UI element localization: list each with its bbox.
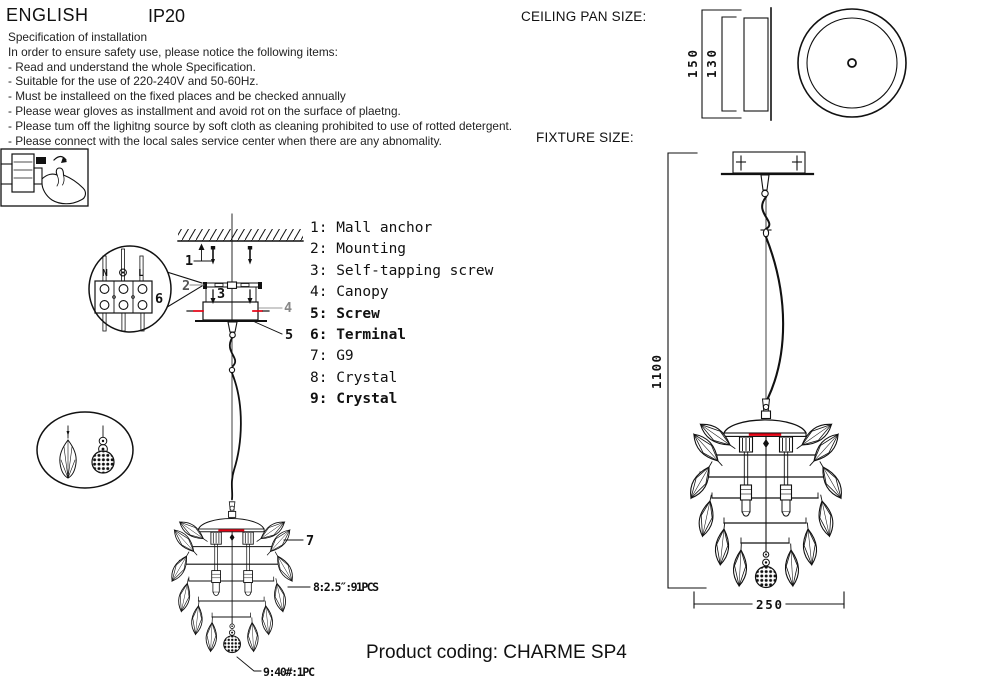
- ceiling-pan-size-label: CEILING PAN SIZE:: [521, 9, 647, 24]
- fixture-size-label: FIXTURE SIZE:: [536, 130, 634, 145]
- press-arrow-icon: [54, 157, 67, 164]
- crystal-callout-leaders: [237, 540, 310, 671]
- pendant-lamp-drawing-right: [685, 399, 846, 588]
- parts-list-item: 9: Crystal: [310, 391, 398, 408]
- terminal-label-l: L: [138, 268, 144, 279]
- parts-list-item: 7: G9: [310, 348, 354, 365]
- installation-diagram: [178, 214, 303, 500]
- pointing-hand-icon: [42, 168, 85, 204]
- terminal-press-illustration: [1, 149, 88, 206]
- callout-7: 7: [306, 533, 315, 549]
- parts-list-item: 1: Mall anchor: [310, 220, 433, 236]
- teardrop-crystal-icon: [60, 426, 76, 478]
- callout-5: 5: [285, 327, 294, 343]
- spec-item: - Must be installeed on the fixed places and be checked annually: [8, 89, 346, 104]
- parts-list-item: 3: Self-tapping screw: [310, 262, 494, 279]
- spec-title: Specification of installation: [8, 30, 148, 44]
- fixture-suspension-cable: [761, 197, 783, 400]
- pan-inner-dimension: 130: [704, 50, 719, 78]
- parts-list-item: 8: Crystal: [310, 369, 398, 386]
- callout-1: 1: [185, 253, 194, 269]
- terminal-label-n: N: [102, 268, 108, 279]
- crystal-detail-ellipse: [37, 412, 133, 488]
- pan-height-dimension: 150: [685, 50, 700, 78]
- wall-anchor-icons: [211, 246, 252, 265]
- parts-list-item: 2: Mounting: [310, 241, 407, 258]
- product-coding: Product coding: CHARME SP4: [366, 642, 627, 663]
- fixture-width-dimension: 250: [756, 597, 782, 612]
- parts-list-item: 6: Terminal: [310, 327, 407, 344]
- ceiling-pan-top-view: [798, 9, 906, 117]
- spec-item: - Suitable for the use of 220-240V and 50-60Hz.: [8, 74, 259, 89]
- diagram-suspension-cable: [229, 338, 240, 500]
- canopy-drawing: [203, 302, 258, 320]
- ceiling-hatch: [178, 229, 303, 241]
- spec-intro: In order to ensure safety use, please notice the following items:: [8, 44, 338, 59]
- spec-item: - Please wear gloves as installment and avoid rot on the surface of plaetng.: [8, 103, 401, 118]
- crystal-8-label: 8:2.5″:91PCS: [313, 580, 379, 594]
- spec-item: - Please tum off the lighitng source by soft cloth as cleaning prohibited to use of rotted detergent.: [8, 118, 513, 133]
- spec-item: - Read and understand the whole Specification.: [8, 59, 256, 74]
- language-title: ENGLISH: [6, 5, 89, 25]
- ball-crystal-icon: [92, 426, 114, 473]
- fixture-height-dimension: 1100: [649, 355, 664, 389]
- pendant-lamp-drawing-left: [168, 502, 297, 653]
- callout-3: 3: [217, 286, 226, 302]
- pressed-button: [36, 157, 46, 164]
- fixture-canopy-drawing: [722, 152, 813, 197]
- callout-6: 6: [155, 291, 164, 307]
- ip-rating: IP20: [148, 6, 186, 26]
- callout-4: 4: [284, 300, 293, 316]
- spec-item: - Please connect with the local sales service center when there are any abnomality.: [8, 133, 442, 148]
- parts-list-item: 5: Screw: [310, 305, 380, 322]
- spec-block: [8, 30, 512, 148]
- callout-2: 2: [182, 278, 191, 294]
- parts-list-item: 4: Canopy: [310, 284, 389, 301]
- parts-list: [310, 218, 493, 411]
- mounting-bracket: [203, 282, 262, 289]
- crystal-9-label: 9:40#:1PC: [263, 665, 315, 679]
